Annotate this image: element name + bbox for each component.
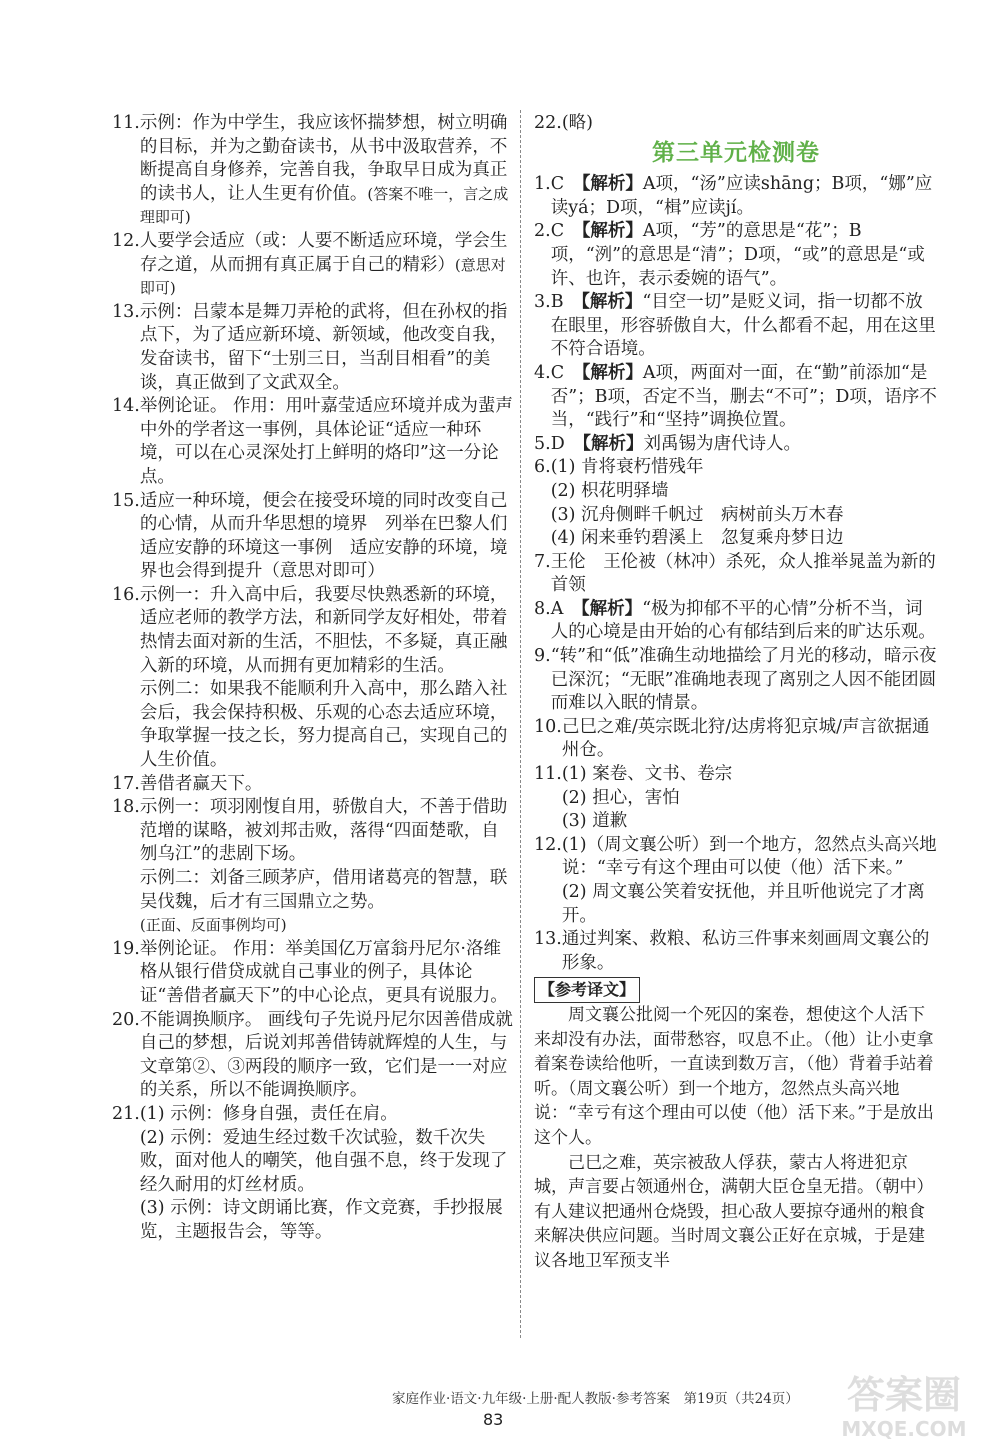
reference-translation (534, 1003, 938, 1274)
analysis-text: A项，两面对一面，在“勤”前添加“是否”；B项，否定不当，删去“不可”；D项，语序不当，“践行”和“坚持”调换位置。 (550, 362, 937, 431)
right-column (534, 112, 938, 1274)
poem-line: (2) 枳花明驿墙 (550, 480, 669, 501)
answer-item (534, 716, 938, 763)
answer-item (112, 584, 514, 773)
answer-item (534, 763, 938, 834)
answer-item (534, 834, 938, 928)
watermark-text: 答案圈 (846, 1373, 962, 1417)
unit-title: 第三单元检测卷 (652, 139, 820, 166)
analysis-text: A项，“汤”应读shāng；B项，“娜”应读yá；D项，“楫”应读jí。 (550, 174, 933, 218)
item-number: 4. (534, 362, 551, 383)
answer-letter: B (550, 292, 564, 313)
analysis-label: 【解析】 (581, 174, 643, 195)
answer-part-3: (3) 示例：诗文朗诵比赛，作文竞赛，手抄报展览，主题报告会，等等。 (139, 1198, 503, 1242)
answer-item (112, 1103, 514, 1245)
answer-item (534, 598, 938, 645)
poem-line: (1) 肯将衰朽惜残年 (550, 457, 704, 478)
item-number: 20. (112, 1009, 140, 1030)
answer-item (112, 773, 514, 797)
translation-paragraph: 己巳之难，英宗被敌人俘获，蒙古人将进犯京城，声言要占领通州仓，满朝大臣仓皇无措。（朝中）有人建议把通州仓烧毁，担心敌人要掠夺通州的粮食来解决供应问题。当时周文襄公正好在京城，于是建议各地卫军预支半 (534, 1152, 934, 1271)
item-number: 8. (534, 598, 551, 619)
item-number: 22. (534, 113, 562, 133)
watermark-logo (818, 1364, 990, 1442)
item-number: 5. (534, 433, 551, 454)
answer-item (112, 395, 514, 489)
analysis-label: 【解析】 (582, 433, 644, 454)
watermark-url: MXQE.COM (841, 1417, 967, 1441)
answer-item (534, 291, 938, 362)
answer-letter: A (550, 598, 564, 619)
column-divider (520, 110, 521, 1338)
answer-text: 示例一：升入高中后，我要尽快熟悉新的环境，适应老师的教学方法，和新同学友好相处，带着热情去面对新的生活，不胆怯，不多疑，真正融入新的环境，从而拥有更加精彩的生活。 (139, 584, 508, 676)
translation-paragraph: 周文襄公批阅一个死囚的案卷，想使这个人活下来却没有办法，面带愁容，叹息不止。（他）让小吏拿着案卷读给他听，一直读到数万言，（他）背着手站着听。（周文襄公听）到一个地方，忽然点头高兴地说：“幸亏有这个理由可以使（他）活下来。”于是放出这个人。 (534, 1004, 934, 1148)
answer-text: 举例论证。 作用：用叶嘉莹适应环境并成为蜚声中外的学者这一事例，具体论证“适应一种环境，可以在心灵深处打上鲜明的烙印”这一分论点。 (139, 396, 513, 487)
poem-line: (3) 沉舟侧畔千帆过 病树前头万木春 (550, 504, 844, 525)
answer-item (112, 490, 514, 584)
answer-line: (1) 案卷、文书、卷宗 (561, 764, 733, 785)
item-number: 17. (112, 773, 140, 794)
analysis-label: 【解析】 (580, 598, 643, 619)
item-number: 6. (534, 457, 551, 478)
answer-item (112, 112, 514, 230)
answer-text: 适应一种环境，便会在接受环境的同时改变自己的心情，从而升华思想的境界 列举在巴黎人们适应安静的环境这一事例 适应安静的环境，境界也会得到提升（意思对即可） (139, 490, 508, 582)
answer-text: 不能调换顺序。 画线句子先说丹尼尔因善借成就自己的梦想，后说刘邦善借铸就辉煌的人生，与文章第②、③两段的顺序一致，它们是一一对应的关系，所以不能调换顺序。 (139, 1009, 513, 1101)
analysis-label: 【解析】 (581, 292, 643, 313)
answer-item (534, 551, 938, 598)
answer-item (534, 220, 938, 291)
answer-item (112, 796, 514, 938)
answer-item (112, 301, 514, 395)
item-number: 13. (112, 301, 140, 322)
answer-part-2: (2) 示例：爱迪生经过数千次试验，数千次失败，面对他人的嘲笑，他自强不息，终于发现了经久耐用的灯丝材质。 (139, 1127, 508, 1195)
answer-text: 通过判案、救粮、私访三件事来刻画周文襄公的形象。 (561, 929, 930, 973)
analysis-text: 刘禹锡为唐代诗人。 (643, 433, 801, 454)
item-number: 12. (534, 834, 562, 855)
item-number: 9. (534, 646, 551, 667)
answer-note: (正面、反面事例均可) (139, 916, 287, 935)
answer-text: 示例一：项羽刚愎自用，骄傲自大，不善于借助范增的谋略，被刘邦击败，落得“四面楚歌，自刎乌江”的悲剧下场。 (139, 797, 508, 865)
item-number: 2. (534, 221, 551, 242)
answer-item (534, 645, 938, 716)
answer-text: 人要学会适应（或：人要不断适应环境，学会生存之道，从而拥有真正属于自己的精彩） (139, 230, 508, 275)
item-number: 16. (112, 584, 140, 605)
item-number: 11. (112, 113, 140, 133)
analysis-text: “极为抑郁不平的心情”分析不当，词人的心境是由开始的心有郁结到后来的旷达乐观。 (550, 598, 936, 643)
item-number: 14. (112, 396, 140, 417)
answer-letter: C (550, 221, 565, 242)
answer-item (534, 433, 938, 457)
answer-text: (略) (561, 113, 593, 133)
answer-letter: D (550, 433, 565, 454)
answer-line: (2) 担心，害怕 (561, 787, 680, 808)
answer-text: 示例：吕蒙本是舞刀弄枪的武将，但在孙权的指点下，为了适应新环境、新领域，他改变自我，发奋读书，留下“士别三日，当刮目相看”的美谈，真正做到了文武双全。 (139, 301, 508, 393)
item-number: 3. (534, 292, 551, 313)
item-number: 15. (112, 490, 140, 511)
analysis-label: 【解析】 (581, 221, 643, 242)
page-footer: 家庭作业·语文·九年级·上册·配人教版·参考答案 第19页（共24页） (392, 1391, 799, 1407)
answer-item (112, 1009, 514, 1103)
reference-translation-title: 【参考译文】 (534, 977, 640, 1003)
left-column (112, 112, 514, 1245)
analysis-text: A项，“芳”的意思是“花”；B项，“洌”的意思是“清”；D项，“或”的意思是“或许、也许，表示委婉的语气”。 (550, 221, 925, 289)
answer-part-2: (2) 周文襄公笑着安抚他，并且听他说完了才离开。 (561, 882, 925, 926)
answer-letter: C (550, 174, 565, 195)
answer-item (534, 928, 938, 975)
answer-item (534, 362, 938, 433)
item-number: 13. (534, 929, 562, 950)
item-number: 10. (534, 716, 562, 737)
answer-text: (1)（周文襄公听）到一个地方，忽然点头高兴地说：“幸亏有这个理由可以使（他）活下来。” (561, 834, 937, 879)
answer-text: 示例：作为中学生，我应该怀揣梦想，树立明确的目标，并为之勤奋读书，从书中汲取营养，不断提高自身修养，完善自我，争取早日成为真正的读书人，让人生更有价值。 (139, 113, 508, 204)
answer-example-2: 示例二：刘备三顾茅庐，借用诸葛亮的智慧，联吴伐魏，后才有三国鼎立之势。 (139, 868, 508, 912)
answer-letter: C (550, 362, 565, 383)
answer-item (534, 112, 938, 136)
answer-item (112, 938, 514, 1009)
item-number: 1. (534, 174, 551, 195)
item-number: 19. (112, 938, 140, 959)
answer-text: 王伦 王伦被（林冲）杀死，众人推举晁盖为新的首领 (550, 551, 936, 596)
answer-text: (1) 示例：修身自强，责任在肩。 (139, 1103, 398, 1124)
poem-line: (4) 闲来垂钓碧溪上 忽复乘舟梦日边 (550, 528, 844, 549)
analysis-text: “目空一切”是贬义词，指一切都不放在眼里，形容骄傲自大，什么都看不起，用在这里不符合语境。 (550, 292, 936, 360)
answer-note: (答案不唯一，言之成理即可) (139, 184, 509, 227)
answer-text: 举例论证。 作用：举美国亿万富翁丹尼尔·洛维格从银行借贷成就自己事业的例子，具体论证“善借者赢天下”的中心论点，更具有说服力。 (139, 938, 508, 1006)
analysis-label: 【解析】 (581, 362, 643, 383)
answer-text: 善借者赢天下。 (139, 773, 263, 794)
answer-text: 己巳之难/英宗既北狩/达虏将犯京城/声言欲据通州仓。 (561, 716, 930, 761)
answer-item (112, 230, 514, 301)
item-number: 18. (112, 797, 140, 818)
item-number: 12. (112, 230, 140, 251)
answer-example-2: 示例二：如果我不能顺利升入高中，那么踏入社会后，我会保持积极、乐观的心态去适应环境，争取掌握一技之长，努力提高自己，实现自己的人生价值。 (139, 679, 508, 771)
answer-line: (3) 道歉 (561, 811, 628, 832)
item-number: 7. (534, 551, 551, 572)
answer-item (534, 456, 938, 550)
item-number: 11. (534, 764, 562, 785)
page-number: 83 (483, 1410, 504, 1429)
answer-note: (意思对即可) (139, 255, 506, 298)
answer-item (534, 173, 938, 220)
answer-text: “转”和“低”准确生动地描绘了月光的移动，暗示夜已深沉；“无眠”准确地表现了离别之人因不能团圆而难以入眠的情景。 (550, 646, 937, 714)
item-number: 21. (112, 1103, 140, 1124)
